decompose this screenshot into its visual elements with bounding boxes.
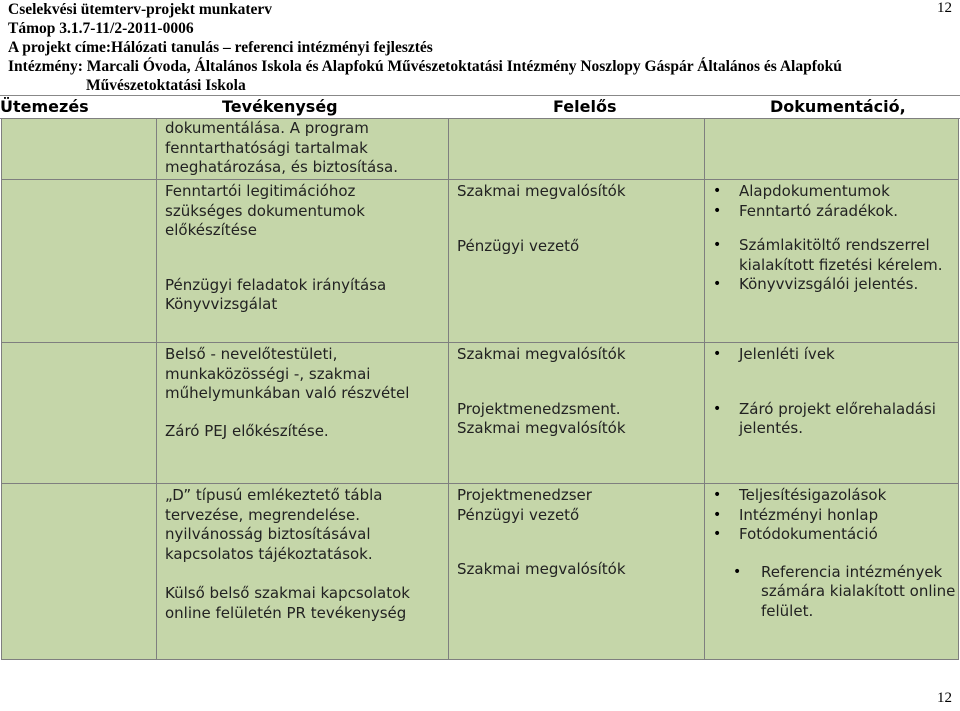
list-item: • Teljesítésigazolások bbox=[713, 486, 958, 506]
activity-text: Fenntartói legitimációhoz szükséges dokumentumok előkészítése bbox=[165, 182, 365, 239]
responsible-cell bbox=[449, 343, 705, 484]
documentation-list bbox=[705, 343, 958, 365]
table-row bbox=[2, 484, 959, 660]
column-header-row bbox=[0, 95, 960, 119]
column-header-schedule: Ütemezés bbox=[0, 97, 89, 116]
list-item: • Fotódokumentáció bbox=[713, 525, 958, 545]
documentation-list bbox=[705, 563, 958, 622]
page-number-bottom: 12 bbox=[937, 690, 952, 706]
header-project-title: A projekt címe:Hálózati tanulás – referenci intézményi fejlesztés bbox=[8, 39, 433, 56]
activity-cell bbox=[157, 484, 449, 660]
documentation-cell bbox=[705, 119, 959, 180]
documentation-list bbox=[705, 484, 958, 545]
activity-text: dokumentálása. A program fenntarthatósági tartalmak meghatározása, és biztosítása. bbox=[165, 119, 399, 176]
activity-text: Külső belső szakmai kapcsolatok online felületén PR tevékenység bbox=[165, 584, 410, 622]
list-item: • Referencia intézmények számára kialakított online felület. bbox=[713, 563, 958, 622]
activity-cell bbox=[157, 343, 449, 484]
schedule-cell bbox=[2, 484, 157, 660]
documentation-cell bbox=[705, 343, 959, 484]
activity-text: Záró PEJ előkészítése. bbox=[165, 421, 329, 440]
responsible-cell bbox=[449, 119, 705, 180]
header-institution-cont: Művészetoktatási Iskola bbox=[86, 77, 246, 94]
list-item: • Záró projekt előrehaladási jelentés. bbox=[713, 400, 958, 439]
list-item: • Jelenléti ívek bbox=[713, 345, 958, 365]
schedule-table bbox=[1, 118, 959, 660]
header-institution: Intézmény: Marcali Óvoda, Általános Iskola és Alapfokú Művészetoktatási Intézmény Noszlopy Gáspár Általános és Alapfokú bbox=[8, 58, 842, 75]
documentation-cell bbox=[705, 180, 959, 343]
activity-text: „D” típusú emlékeztető tábla tervezése, megrendelése. nyilvánosság biztosításával kapcsolatos tájékoztatások. bbox=[165, 486, 383, 563]
header-tamop-code: Támop 3.1.7-11/2-2011-0006 bbox=[8, 20, 194, 37]
list-item: • Fenntartó záradékok. bbox=[713, 202, 958, 222]
list-item: • Alapdokumentumok bbox=[713, 182, 958, 202]
responsible-cell bbox=[449, 484, 705, 660]
page-number-top: 12 bbox=[937, 0, 952, 16]
responsible-text: Szakmai megvalósítók bbox=[457, 560, 626, 578]
activity-cell bbox=[157, 119, 449, 180]
documentation-cell bbox=[705, 484, 959, 660]
list-item: • Számlakitöltő rendszerrel kialakított fizetési kérelem. bbox=[713, 236, 958, 275]
list-item: • Könyvvizsgálói jelentés. bbox=[713, 275, 958, 295]
table-row bbox=[2, 180, 959, 343]
schedule-cell bbox=[2, 180, 157, 343]
responsible-text: Projektmenedzser Pénzügyi vezető bbox=[457, 486, 592, 524]
responsible-cell bbox=[449, 180, 705, 343]
schedule-cell bbox=[2, 343, 157, 484]
responsible-text: Szakmai megvalósítók bbox=[457, 345, 626, 363]
table-row bbox=[2, 343, 959, 484]
table-row bbox=[2, 119, 959, 180]
documentation-list bbox=[705, 400, 958, 439]
column-header-responsible: Felelős bbox=[553, 97, 617, 116]
header-project-type: Cselekvési ütemterv-projekt munkaterv bbox=[8, 1, 273, 18]
schedule-cell bbox=[2, 119, 157, 180]
column-header-documentation: Dokumentáció, bbox=[770, 97, 906, 116]
responsible-text: Pénzügyi vezető bbox=[457, 236, 580, 255]
column-header-activity: Tevékenység bbox=[222, 97, 338, 116]
documentation-list bbox=[705, 236, 958, 295]
documentation-list bbox=[705, 180, 958, 221]
activity-text: Pénzügyi feladatok irányítása Könyvvizsgálat bbox=[165, 275, 387, 313]
responsible-text: Szakmai megvalósítók bbox=[457, 182, 626, 200]
activity-cell bbox=[157, 180, 449, 343]
activity-text: Belső - nevelőtestületi, munkaközösségi -, szakmai műhelymunkában való részvétel bbox=[165, 345, 410, 402]
responsible-text: Projektmenedzsment. Szakmai megvalósítók bbox=[457, 399, 626, 437]
page-header bbox=[8, 0, 908, 95]
list-item: • Intézményi honlap bbox=[713, 506, 958, 526]
